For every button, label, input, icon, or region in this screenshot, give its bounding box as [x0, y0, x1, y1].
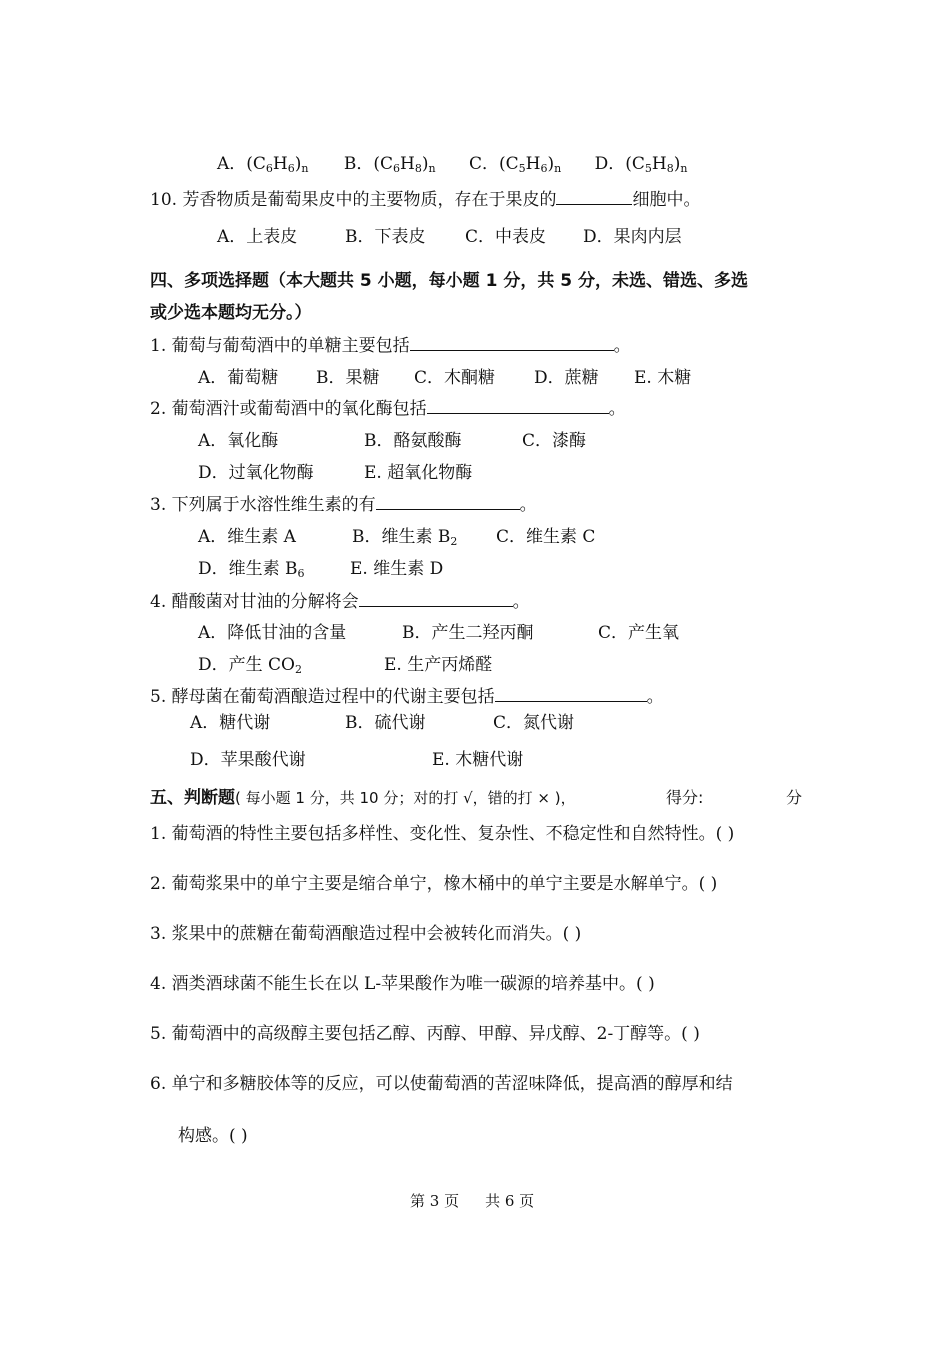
page-number: 第 3 页: [410, 1192, 460, 1210]
s4-q1-blank: [410, 334, 614, 351]
s4-q4-option-a: A．降低甘油的含量: [198, 623, 347, 643]
q10-option-d: D．果肉内层: [583, 227, 682, 247]
q10-blank: [556, 188, 632, 205]
s4-q5-option-b: B．硫代谢: [345, 713, 426, 733]
s4-q4-options-row2: [198, 653, 492, 682]
s4-q3-option-d: D．维生素 $B_6$: [198, 559, 305, 580]
q10-stem: 10. 芳香物质是葡萄果皮中的主要物质，存在于果皮的 细胞中。: [150, 190, 701, 210]
s4-q4-options-row1: [198, 621, 679, 645]
s5-item-5: 5. 葡萄酒中的高级醇主要包括乙醇、丙醇、甲醇、异戊醇、2-丁醇等。( ): [150, 1024, 700, 1044]
s4-q2-option-e: E. 超氧化物酶: [364, 463, 473, 483]
section5-score-unit: 分: [786, 788, 803, 807]
s4-q4-option-b: B．产生二羟丙酮: [402, 623, 534, 643]
q9-option-a: A．$(C_6H_6)_n$: [217, 154, 309, 175]
q9-option-c: C．$(C_5H_6)_n$: [469, 154, 562, 175]
page-total: 共 6 页: [485, 1192, 535, 1210]
s4-q2-option-a: A．氧化酶: [198, 431, 279, 451]
section5-title: 五、判断题( 每小题 1 分，共 10 分；对的打 √，错的打 × )，: [150, 788, 576, 808]
s5-item-3: 3. 浆果中的蔗糖在葡萄酒酿造过程中会被转化而消失。( ): [150, 924, 582, 944]
q9-option-b: B．$(C_6H_8)_n$: [343, 154, 436, 175]
s5-item-6: 6. 单宁和多糖胶体等的反应，可以使葡萄酒的苦涩味降低，提高酒的醇厚和结: [150, 1074, 733, 1094]
s4-q1-option-e: E. 木糖: [634, 368, 692, 388]
s4-q3-option-a: A．维生素 A: [198, 527, 296, 547]
s4-q3-options-row1: [198, 525, 595, 554]
s4-q5-option-e: E. 木糖代谢: [432, 750, 524, 770]
s5-item-6-cont: 构感。( ): [178, 1126, 248, 1146]
section4-title-line1: 四、多项选择题（本大题共 5 小题，每小题 1 分，共 5 分，未选、错选、多选: [150, 271, 748, 291]
s4-q4-option-c: C．产生氧: [598, 623, 680, 643]
s4-q2-stem: 2. 葡萄酒汁或葡萄酒中的氧化酶包括 。: [150, 399, 626, 419]
s4-q5-option-c: C．氮代谢: [493, 713, 575, 733]
s4-q1-option-c: C．木酮糖: [414, 368, 496, 388]
s4-q1-option-b: B．果糖: [316, 368, 380, 388]
s4-q2-blank: [427, 397, 609, 414]
s5-item-1: 1. 葡萄酒的特性主要包括多样性、变化性、复杂性、不稳定性和自然特性。( ): [150, 824, 735, 844]
s4-q5-option-d: D．苹果酸代谢: [190, 750, 306, 770]
s4-q3-option-e: E. 维生素 D: [350, 559, 444, 579]
s4-q1-option-a: A．葡萄糖: [198, 368, 279, 388]
section5-score-label: 得分:: [666, 788, 704, 807]
s4-q1-stem: 1. 葡萄与葡萄酒中的单糖主要包括 。: [150, 336, 631, 356]
s4-q3-option-b: B．维生素 $B_2$: [352, 527, 458, 548]
s4-q2-options-row1: [198, 429, 586, 453]
s4-q5-stem: 5. 酵母菌在葡萄酒酿造过程中的代谢主要包括 。: [150, 687, 664, 707]
s5-item-4: 4. 酒类酒球菌不能生长在以 L-苹果酸作为唯一碳源的培养基中。( ): [150, 974, 655, 994]
s4-q4-option-e: E. 生产丙烯醛: [384, 655, 493, 675]
s4-q5-options-row2: [190, 748, 523, 772]
s4-q5-blank: [495, 685, 647, 702]
q10-option-c: C．中表皮: [465, 227, 547, 247]
s4-q2-option-d: D．过氧化物酶: [198, 463, 314, 483]
q9-option-d: D．$(C_5H_8)_n$: [594, 154, 688, 175]
section4-title-line2: 或少选本题均无分。）: [150, 303, 312, 323]
s4-q3-option-c: C．维生素 C: [496, 527, 596, 547]
page-footer: [410, 1189, 534, 1213]
q10-option-b: B．下表皮: [345, 227, 426, 247]
s4-q5-options-row1: [190, 711, 574, 735]
s4-q3-blank: [376, 493, 520, 510]
s4-q4-option-d: D．产生 $CO_2$: [198, 655, 302, 676]
s4-q5-option-a: A．糖代谢: [190, 713, 271, 733]
s4-q4-blank: [359, 590, 513, 607]
s4-q2-options-row2: [198, 461, 472, 485]
s4-q3-options-row2: [198, 557, 443, 586]
s4-q4-stem: 4. 醋酸菌对甘油的分解将会 。: [150, 592, 530, 612]
s5-item-2: 2. 葡萄浆果中的单宁主要是缩合单宁，橡木桶中的单宁主要是水解单宁。( ): [150, 874, 718, 894]
q10-options: [217, 225, 682, 249]
s4-q1-options: [198, 366, 691, 390]
s4-q2-option-b: B．酪氨酸酶: [364, 431, 462, 451]
q9-options: [217, 152, 687, 181]
s4-q2-option-c: C．漆酶: [522, 431, 587, 451]
q10-option-a: A．上表皮: [217, 227, 298, 247]
s4-q1-option-d: D．蔗糖: [534, 368, 599, 388]
s4-q3-stem: 3. 下列属于水溶性维生素的有 。: [150, 495, 537, 515]
